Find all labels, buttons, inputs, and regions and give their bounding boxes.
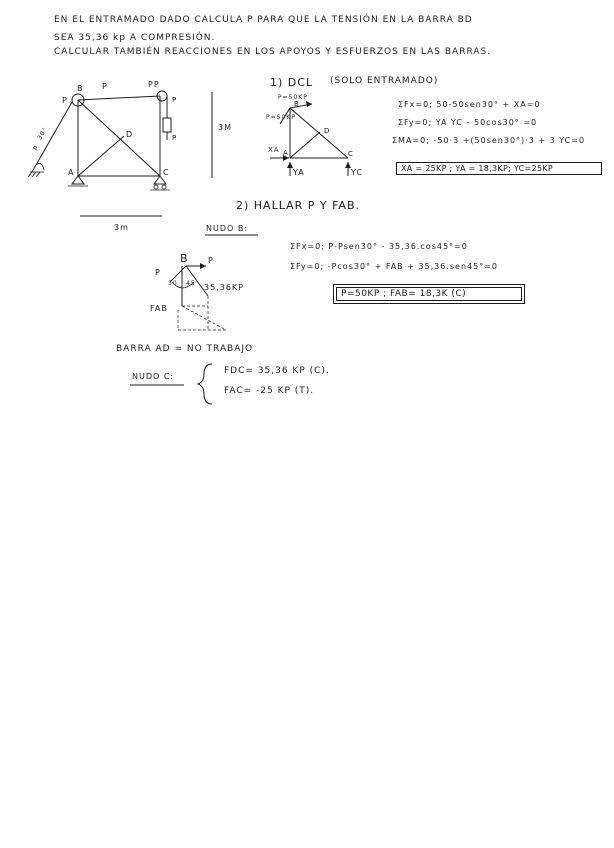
step2-heading: 2) HALLAR P Y FAB.: [236, 199, 360, 212]
problem-line-3: CALCULAR TAMBIÉN REACCIONES EN LOS APOYOS Y ESFUERZOS EN LAS BARRAS.: [54, 47, 492, 57]
step2-result-box: P=50KP ; FAB= 18,3K (C): [336, 287, 522, 301]
nudo-b-label: NUDO B:: [206, 224, 249, 233]
fig1-label-incline: P: [31, 143, 42, 153]
step2-eq-fx: ΣFx=0; P-Psen30° - 35,36.cos45°=0: [290, 242, 468, 251]
fig1-label-pp: PP: [148, 80, 160, 89]
fig1-width: 3m: [114, 223, 129, 232]
fig1-label-p-left: P: [62, 96, 68, 105]
fig2-label-load-left: P=50KP: [266, 114, 296, 121]
truss-diagram: [28, 91, 212, 216]
support-a: [72, 176, 84, 184]
nudo-c-brace: [198, 364, 212, 404]
fig3-angle-45: 45: [186, 280, 196, 287]
fig2-label-load-b: P=50KP: [278, 94, 308, 101]
fig2-label-xa: XA: [268, 146, 280, 154]
fig2-label-c: C: [348, 150, 354, 158]
fig2-label-a: A: [283, 149, 289, 157]
fig2-label-yc: YC: [351, 168, 364, 177]
step1-eq-fx: ΣFx=0; 50-50sen30° + XA=0: [398, 100, 541, 109]
step1-heading: 1) DCL: [270, 76, 314, 89]
angle-arc: [36, 163, 44, 170]
member-bc: [78, 100, 160, 176]
support-c: [154, 176, 166, 184]
fig1-label-a: A: [68, 168, 75, 177]
problem-line-1: EN EL ENTRAMADO DADO CALCULA P PARA QUE LA TENSIÓN EN LA BARRA BD: [54, 15, 473, 25]
fig1-label-b: B: [77, 84, 84, 93]
fig1-label-p-right: P: [172, 96, 178, 104]
step2-eq-fy: ΣFy=0; -Pcos30° + FAB + 35,36.sen45°=0: [290, 262, 499, 271]
fig2-label-d: D: [324, 127, 331, 135]
step1-note: (SOLO ENTRAMADO): [330, 76, 439, 86]
nudo-c-fdc: FDC= 35,36 KP (C).: [224, 366, 330, 376]
member-ad: [78, 136, 124, 176]
fig3-label-b: B: [180, 252, 189, 265]
fig1-label-p-right-2: P: [172, 134, 178, 142]
fig3-angle-30: 30: [168, 280, 178, 287]
fig1-label-angle: 30°: [36, 125, 50, 142]
fig3-force: 35,36KP: [204, 283, 244, 292]
fig2-label-b: B: [294, 100, 300, 108]
dcl-member-ad: [290, 132, 320, 158]
step1-result-box: XA = 25KP ; YA = 18,3KP; YC=25KP: [396, 162, 602, 175]
step1-eq-ma: ΣMA=0; -50·3 +(50sen30°)·3 + 3 YC=0: [392, 136, 586, 145]
problem-line-2: SEA 35,36 kp A COMPRESIÓN.: [54, 33, 216, 43]
step1-eq-fy: ΣFy=0; YA YC - 50cos30° =0: [398, 118, 538, 127]
nudo-c-label: NUDO C:: [132, 372, 175, 381]
fig1-label-d: D: [126, 130, 134, 139]
nudo-c-fac: FAC= -25 KP (T).: [224, 386, 315, 396]
fig2-label-ya: YA: [293, 168, 305, 177]
node-b-diagram: [170, 263, 226, 330]
weight-block: [163, 118, 171, 132]
member-b-pulley: [78, 96, 160, 100]
fig1-label-c: C: [163, 168, 170, 177]
fig3-label-p-left: P: [155, 268, 161, 277]
fig1-label-p-top: P: [102, 82, 108, 91]
fig3-fab: FAB: [150, 304, 168, 313]
barra-ad-note: BARRA AD = NO TRABAJO: [116, 344, 254, 354]
dcl-diagram: [270, 101, 351, 176]
fig3-label-p-right: P: [208, 256, 214, 265]
fig1-height: 3M: [218, 123, 232, 132]
